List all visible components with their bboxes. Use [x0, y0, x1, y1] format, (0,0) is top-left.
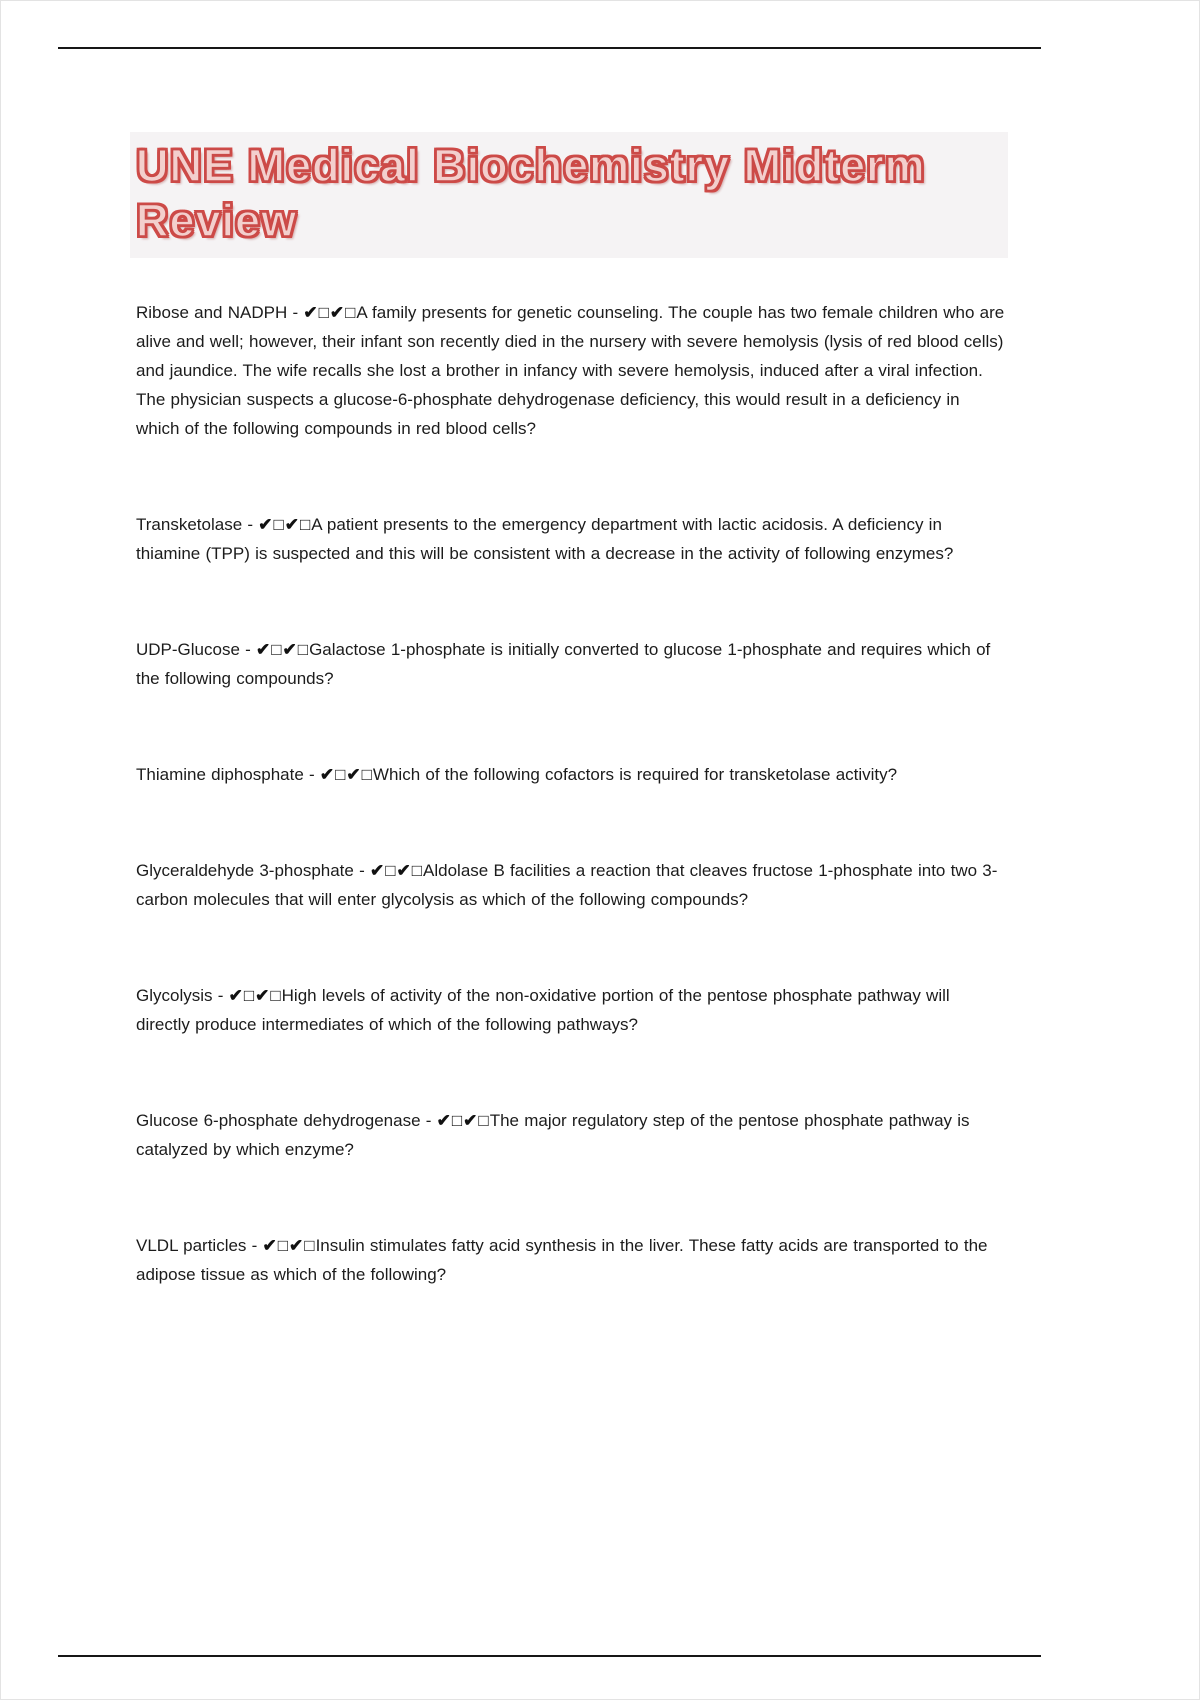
question-text: The major regulatory step of the pentose phosphate pathway is catalyzed by which enzyme? — [136, 1111, 970, 1159]
top-rule — [58, 47, 1041, 49]
qa-item — [136, 1231, 1008, 1289]
bottom-rule — [58, 1655, 1041, 1657]
title-line-1: UNE Medical Biochemistry Midterm — [136, 140, 926, 191]
title-line-2: Review — [136, 195, 298, 246]
qa-item — [136, 856, 1008, 914]
qa-item — [136, 981, 1008, 1039]
qa-item — [136, 510, 1008, 568]
answer-text: Ribose and NADPH — [136, 303, 288, 322]
check-marker: ✔□✔□ — [262, 1236, 316, 1255]
check-marker: ✔□✔□ — [369, 861, 424, 880]
check-marker: ✔□✔□ — [258, 515, 312, 534]
qa-item — [136, 760, 1008, 789]
question-text: Aldolase B facilities a reaction that cleaves fructose 1-phosphate into two 3-carbon molecules that will enter glycolysis as which of the following compounds? — [136, 861, 998, 909]
qa-item — [136, 1106, 1008, 1164]
check-marker: ✔□✔□ — [319, 765, 373, 784]
document-body — [136, 298, 1008, 1356]
separator: - — [242, 515, 259, 534]
separator: - — [212, 986, 229, 1005]
separator: - — [353, 861, 370, 880]
separator: - — [239, 640, 257, 659]
check-marker: ✔□✔□ — [256, 640, 310, 659]
question-text: High levels of activity of the non-oxidative portion of the pentose phosphate pathway will directly produce intermediates of which of the following pathways? — [136, 986, 950, 1034]
question-text: Galactose 1-phosphate is initially converted to glucose 1-phosphate and requires which of the following compounds? — [136, 640, 991, 688]
answer-text: Thiamine diphosphate — [136, 765, 304, 784]
answer-text: Glyceraldehyde 3-phosphate — [136, 861, 354, 880]
separator: - — [420, 1111, 437, 1130]
separator: - — [246, 1236, 263, 1255]
question-text: A family presents for genetic counseling. The couple has two female children who are alive and well; however, their infant son recently died in the nursery with severe hemolysis (lysis of red blood cells) and jaundice. The wife recalls she lost a brother in infancy with severe hemolysis, induced after a viral infection. The physician suspects a glucose-6-phosphate dehydrogenase deficiency, this would result in a deficiency in which of the following compounds in red blood cells? — [136, 303, 1005, 438]
question-text: Insulin stimulates fatty acid synthesis in the liver. These fatty acids are transported to the adipose tissue as which of the following? — [136, 1236, 988, 1284]
qa-item — [136, 298, 1008, 443]
question-text: A patient presents to the emergency department with lactic acidosis. A deficiency in thiamine (TPP) is suspected and this will be consistent with a decrease in the activity of following enzymes? — [136, 515, 954, 563]
document-title — [130, 132, 1008, 258]
answer-text: Glucose 6-phosphate dehydrogenase — [136, 1111, 421, 1130]
separator: - — [303, 765, 320, 784]
answer-text: Glycolysis — [136, 986, 213, 1005]
answer-text: Transketolase — [136, 515, 243, 534]
check-marker: ✔□✔□ — [436, 1111, 490, 1130]
answer-text: VLDL particles — [136, 1236, 247, 1255]
check-marker: ✔□✔□ — [228, 986, 282, 1005]
answer-text: UDP-Glucose — [136, 640, 240, 659]
check-marker: ✔□✔□ — [303, 303, 357, 322]
question-text: Which of the following cofactors is required for transketolase activity? — [372, 765, 898, 784]
qa-item — [136, 635, 1008, 693]
separator: - — [287, 303, 304, 322]
